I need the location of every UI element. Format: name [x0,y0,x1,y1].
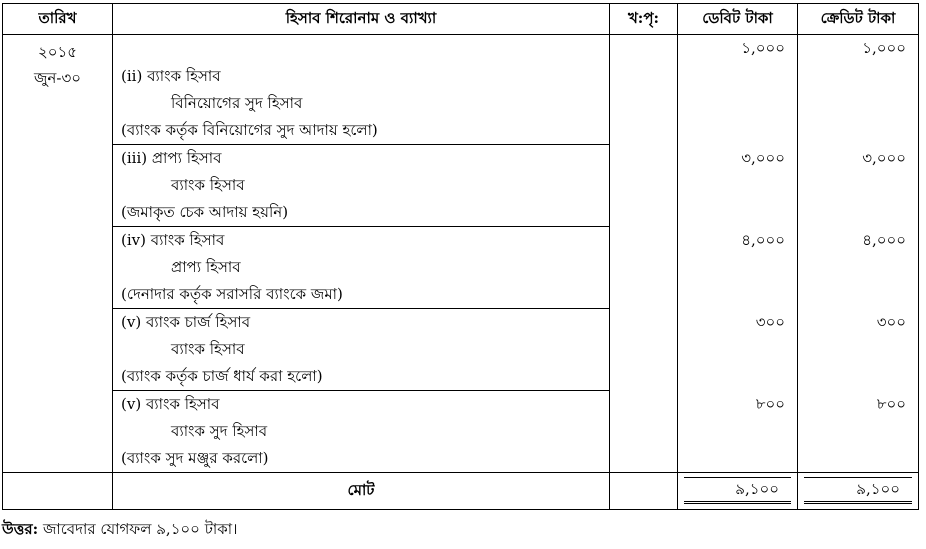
journal-entry [3,35,919,145]
total-row [3,473,919,510]
debit-account: (iv) ব্যাংক হিসাব [121,231,225,249]
total-debit: ৯,১০০ [684,477,791,500]
credit-account: প্রাপ্য হিসাব [171,258,241,276]
total-label: মোট [113,473,610,510]
answer-prefix: উত্তর: [2,520,39,538]
lf-cell [610,391,678,473]
debit-cell [678,145,798,227]
header-row [3,4,919,35]
journal-entry [3,309,919,391]
narration: (ব্যাংক কর্তৃক চার্জ ধার্য করা হলো) [121,367,323,385]
description-cell [113,227,610,309]
credit-account: বিনিয়োগের সুদ হিসাব [171,94,303,112]
credit-amount: ৩০০ [876,312,906,331]
credit-cell [798,35,919,145]
credit-cell [798,145,919,227]
debit-cell [678,309,798,391]
debit-amount: ৩,০০০ [741,148,785,167]
answer-line [2,518,237,543]
double-underline [684,501,791,507]
header-credit: ক্রেডিট টাকা [798,4,919,35]
credit-account: ব্যাংক সুদ হিসাব [171,422,268,440]
total-date-cell [3,473,113,510]
header-date: তারিখ [3,4,113,35]
date-cell [3,35,113,473]
credit-amount: ৩,০০০ [862,148,906,167]
header-description: হিসাব শিরোনাম ও ব্যাখ্যা [113,4,610,35]
debit-amount: ৩০০ [755,312,785,331]
debit-amount: ৮০০ [755,394,785,413]
debit-cell [678,391,798,473]
journal-table [2,3,919,510]
credit-amount: ৮০০ [876,394,906,413]
narration: (ব্যাংক সুদ মঞ্জুর করলো) [121,449,269,467]
date-year: ২০১৫ [38,43,77,61]
narration: (ব্যাংক কর্তৃক বিনিয়োগের সুদ আদায় হলো) [121,121,378,139]
total-credit-cell [798,473,919,510]
debit-account: (iii) প্রাপ্য হিসাব [121,149,222,167]
date-day: জুন-৩০ [34,69,81,87]
description-cell [113,391,610,473]
lf-cell [610,309,678,391]
debit-amount: ১,০০০ [741,39,785,57]
lf-cell [610,227,678,309]
total-credit: ৯,১০০ [804,477,912,500]
description-cell [113,309,610,391]
header-lf: খ:পৃ: [610,4,678,35]
journal-entry [3,227,919,309]
credit-cell [798,391,919,473]
lf-cell [610,35,678,145]
header-debit: ডেবিট টাকা [678,4,798,35]
debit-account: (ii) ব্যাংক হিসাব [121,67,221,85]
credit-cell [798,227,919,309]
total-debit-cell [678,473,798,510]
double-underline [804,501,912,507]
credit-account: ব্যাংক হিসাব [171,340,245,358]
credit-cell [798,309,919,391]
description-cell [113,35,610,145]
debit-amount: ৪,০০০ [741,230,785,249]
debit-account: (v) ব্যাংক চার্জ হিসাব [121,313,251,331]
journal-entry [3,145,919,227]
narration: (জমাকৃত চেক আদায় হয়নি) [121,203,289,221]
credit-amount: ১,০০০ [862,39,906,57]
answer-text: জাবেদার যোগফল ৯,১০০ টাকা। [42,520,238,538]
credit-account: ব্যাংক হিসাব [171,176,245,194]
narration: (দেনাদার কর্তৃক সরাসরি ব্যাংকে জমা) [121,285,343,303]
debit-account: (v) ব্যাংক হিসাব [121,395,220,413]
debit-cell [678,35,798,145]
credit-amount: ৪,০০০ [862,230,906,249]
journal-entry [3,391,919,473]
debit-cell [678,227,798,309]
lf-cell [610,145,678,227]
description-cell [113,145,610,227]
total-lf-cell [610,473,678,510]
